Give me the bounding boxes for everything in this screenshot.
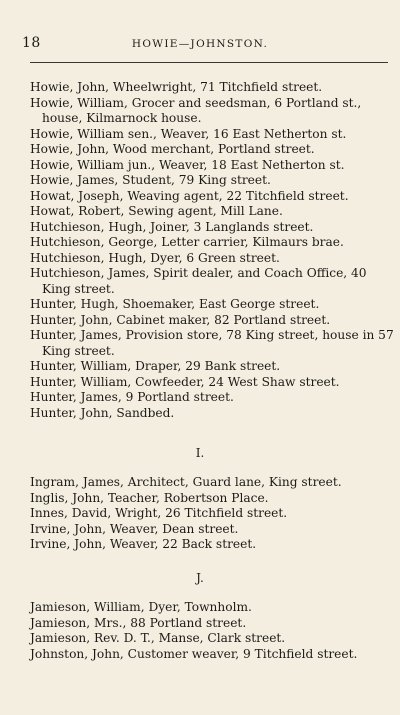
directory-entry: Jamieson, Rev. D. T., Manse, Clark street. xyxy=(30,631,286,645)
directory-entry: Inglis, John, Teacher, Robertson Place. xyxy=(30,490,269,505)
directory-entry: Howie, William sen., Weaver, 16 East Netherton st. xyxy=(30,126,347,141)
directory-entry: Irvine, John, Weaver, 22 Back street. xyxy=(30,537,257,551)
directory-entry: Hunter, John, Cabinet maker, 82 Portland street. xyxy=(30,312,331,327)
directory-entry: Ingram, James, Architect, Guard lane, King street. xyxy=(30,475,342,489)
section-i-entries xyxy=(30,475,394,553)
directory-entry: Hunter, Hugh, Shoemaker, East George street. xyxy=(30,297,320,311)
directory-entry: Hunter, William, Cowfeeder, 24 West Shaw street. xyxy=(30,374,340,389)
directory-entry: Hutchieson, Hugh, Dyer, 6 Green street. xyxy=(30,250,280,265)
directory-entry: Hutchieson, George, Letter carrier, Kilmaurs brae. xyxy=(30,235,344,249)
directory-entry: Howie, John, Wood merchant, Portland street. xyxy=(30,142,315,156)
directory-entry: Hutchieson, James, Spirit dealer, and Coach Office, 40 King street. xyxy=(30,266,367,296)
directory-entry: Jamieson, William, Dyer, Townholm. xyxy=(30,600,252,614)
section-h-entries xyxy=(30,80,394,421)
directory-entry: Innes, David, Wright, 26 Titchfield street. xyxy=(30,506,288,520)
page-number: 18 xyxy=(22,35,41,51)
directory-entry: Howie, John, Wheelwright, 71 Titchfield street. xyxy=(30,80,323,94)
directory-entry: Howie, William, Grocer and seedsman, 6 Portland st., house, Kilmarnock house. xyxy=(30,95,362,125)
section-heading-j: J. xyxy=(196,571,204,585)
section-j-entries xyxy=(30,600,394,662)
directory-entry: Howie, James, Student, 79 King street. xyxy=(30,173,271,187)
directory-entry: Howie, William jun., Weaver, 18 East Netherton st. xyxy=(30,157,345,172)
directory-entry: Hunter, James, 9 Portland street. xyxy=(30,390,234,404)
directory-entry: Howat, Joseph, Weaving agent, 22 Titchfield street. xyxy=(30,188,349,203)
directory-entry: Irvine, John, Weaver, Dean street. xyxy=(30,521,239,536)
section-heading-i: I. xyxy=(195,446,205,460)
directory-entry: Hunter, James, Provision store, 78 King street, house in 57 King street. xyxy=(30,328,394,358)
directory-entry: Howat, Robert, Sewing agent, Mill Lane. xyxy=(30,204,283,218)
running-head: HOWIE—JOHNSTON. xyxy=(131,38,269,50)
directory-entry: Jamieson, Mrs., 88 Portland street. xyxy=(30,615,247,630)
directory-entry: Johnston, John, Customer weaver, 9 Titchfield street. xyxy=(30,646,358,661)
directory-entry: Hutchieson, Hugh, Joiner, 3 Langlands street. xyxy=(30,219,314,234)
directory-entry: Hunter, William, Draper, 29 Bank street. xyxy=(30,359,281,373)
header-rule xyxy=(30,62,388,63)
directory-entry: Hunter, John, Sandbed. xyxy=(30,405,175,420)
